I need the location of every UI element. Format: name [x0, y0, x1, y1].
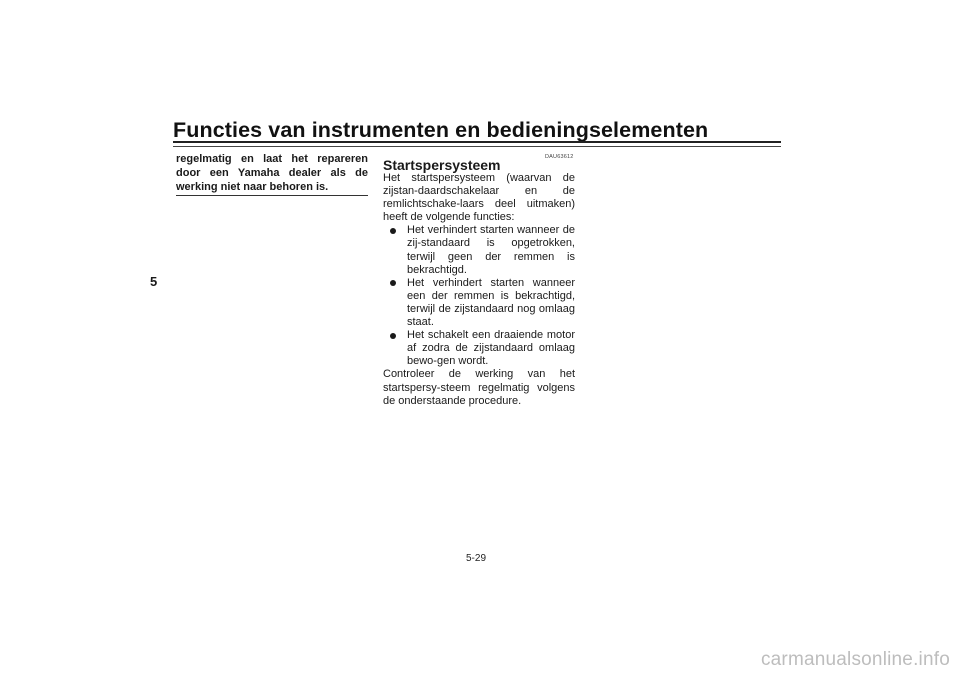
header-divider — [173, 141, 781, 143]
outro-paragraph: Controleer de werking van het startspersy-steem regelmatig volgens de onderstaande procedure. — [383, 368, 575, 407]
section-title: Startspersysteem — [383, 157, 501, 173]
header-divider-thin — [173, 146, 781, 147]
bullet-icon — [390, 280, 396, 286]
page-title: Functies van instrumenten en bedieningselementen — [173, 118, 709, 142]
reference-code: DAU63612 — [545, 154, 574, 160]
list-item — [383, 329, 575, 368]
list-item-text: Het verhindert starten wanneer de zij-standaard is opgetrokken, terwijl geen der remmen is bekrachtigd. — [407, 224, 575, 276]
page-number: 5-29 — [466, 553, 487, 564]
section-body — [383, 172, 575, 408]
intro-paragraph: Het startspersysteem (waarvan de zijstan-daardschakelaar en de remlichtschake-laars deel uitmaken) heeft de volgende functies: — [383, 172, 575, 224]
list-item — [383, 224, 575, 276]
warning-end-divider — [176, 195, 368, 196]
list-item-text: Het verhindert starten wanneer een der remmen is bekrachtigd, terwijl de zijstandaard nog omlaag staat. — [407, 276, 575, 329]
bullet-icon — [390, 228, 396, 234]
list-item — [383, 277, 575, 329]
warning-continuation-text: regelmatig en laat het repareren door een Yamaha dealer als de werking niet naar behoren is. — [176, 153, 368, 193]
chapter-tab: 5 — [150, 274, 158, 289]
watermark-link[interactable]: carmanualsonline.info — [760, 649, 950, 670]
bullet-icon — [390, 333, 396, 339]
list-item-text: Het schakelt een draaiende motor af zodra de zijstandaard omlaag bewo-gen wordt. — [407, 329, 575, 368]
function-list — [383, 224, 575, 368]
